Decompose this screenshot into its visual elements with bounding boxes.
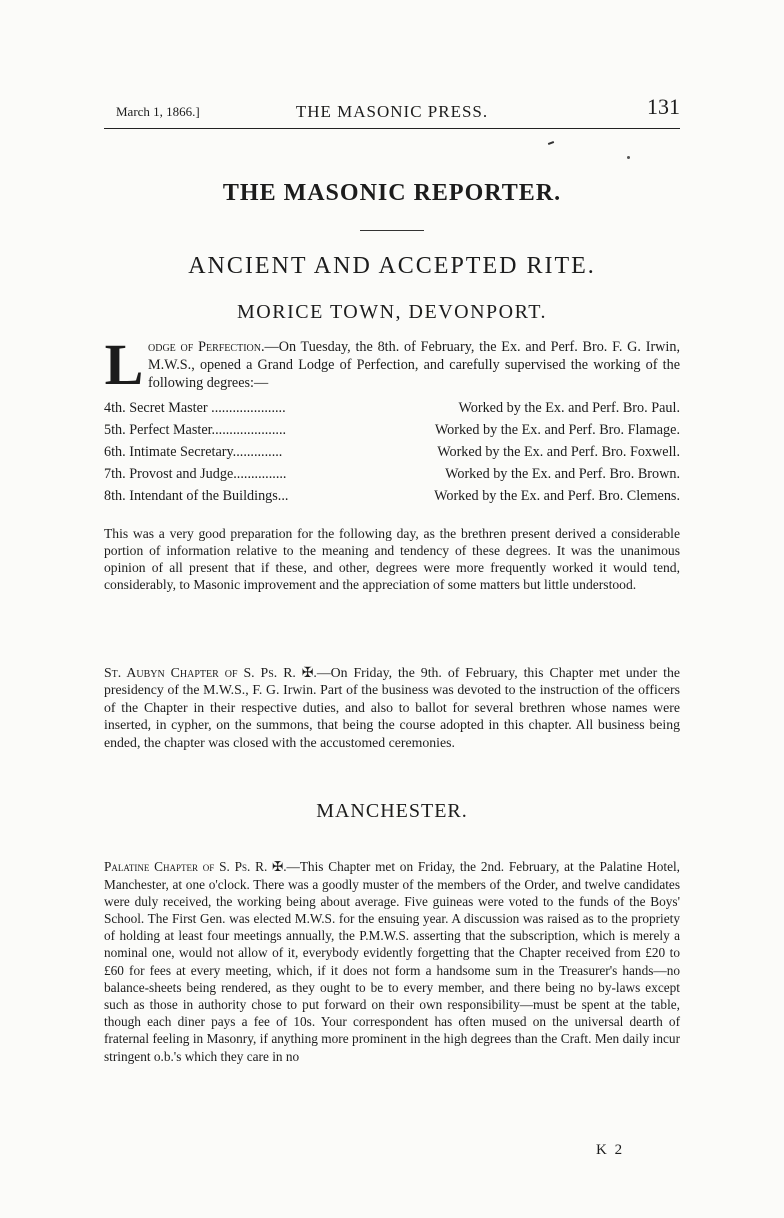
degree-name: 5th. Perfect Master..................... xyxy=(104,422,287,438)
degree-worked: Worked by the Ex. and Perf. Bro. Foxwell. xyxy=(437,444,680,460)
degree-row xyxy=(104,419,680,441)
print-speck xyxy=(548,141,554,145)
issue-date: March 1, 1866.] xyxy=(116,104,200,119)
print-speck xyxy=(627,156,630,159)
rite-title: ANCIENT AND ACCEPTED RITE. xyxy=(188,253,596,279)
header-rule xyxy=(104,128,680,129)
degree-row xyxy=(104,463,680,485)
degree-row xyxy=(104,485,680,507)
section-title: THE MASONIC REPORTER. xyxy=(222,180,562,206)
degree-name: 8th. Intendant of the Buildings... xyxy=(104,488,289,504)
palatine-lead: Palatine Chapter of S. Ps. R. ✠. xyxy=(104,859,287,875)
aubyn-text: —On Friday, the 9th. of February, this Chapter met under the presidency of the M.W.S., F. G. Irwin. Part of the business was devoted to the instruction of the officers of the Chapter in their respective duties, and also to ballot for several brethren whose names were inserted, in cypher, on the summons, that being the course adopted in this chapter. All business being ended, the chapter was closed with the accustomed ceremonies. xyxy=(104,664,680,750)
degree-row xyxy=(104,441,680,463)
degree-name: 7th. Provost and Judge............... xyxy=(104,466,287,482)
lodge-intro xyxy=(104,332,680,397)
degree-worked: Worked by the Ex. and Perf. Bro. Paul. xyxy=(458,400,680,416)
signature-mark: K 2 xyxy=(596,1142,625,1158)
lodge-lead: odge of Perfection. xyxy=(148,339,265,355)
palatine-text: —This Chapter met on Friday, the 2nd. February, at the Palatine Hotel, Manchester, at one o'clock. There was a goodly muster of the members of the Order, and twelve candidates were duly received, the working being about average. Five guineas were voted to the funds of the Boys' School. The First Gen. was elected M.W.S. for the ensuing year. A discussion was raised as to the propriety of holding at least four meetings annually, the P.M.W.S. asserting that the subscription, which is merely a nominal one, would not allow of it, everybody evidently forgetting that the Chapter received from £20 to £60 for fees at every meeting, which, if it does not form a handsome sum in the Treasurer's hands—no balance-sheets being rendered, as they ought to be to every member, and there being no by-laws except such as those in authority chose to put forward on their own responsibility—must be spent at the table, though each diner pays a fee of 10s. Your correspondent has often mused on the universal dearth of fraternal feeling in Masonry, if anything more prominent in the high degrees than the Craft. Men daily incur stringent o.b.'s which they care in no xyxy=(104,859,680,1064)
degree-name: 4th. Secret Master ..................... xyxy=(104,400,286,416)
running-head xyxy=(104,94,680,124)
degree-list xyxy=(104,397,680,507)
degree-worked: Worked by the Ex. and Perf. Bro. Clemens. xyxy=(434,488,680,504)
journal-title: THE MASONIC PRESS. xyxy=(295,102,489,121)
palatine-paragraph xyxy=(104,858,680,1064)
aubyn-paragraph xyxy=(104,664,680,752)
degree-worked: Worked by the Ex. and Perf. Bro. Brown. xyxy=(445,466,680,482)
aubyn-lead: St. Aubyn Chapter of S. Ps. R. ✠. xyxy=(104,664,317,680)
degree-worked: Worked by the Ex. and Perf. Bro. Flamage. xyxy=(434,422,680,438)
lodge-body-paragraph: This was a very good preparation for the following day, as the brethren present derived a considerable portion of information relative to the meaning and tendency of these degrees. It was the unanimous opinion of all present that if these, and other, degrees were more frequently worked it would tend, considerably, to Masonic improvement and the appreciation of some matters but little understood. xyxy=(104,525,680,592)
place-heading-manchester: MANCHESTER. xyxy=(316,800,468,822)
lodge-intro-body: —On Tuesday, the 8th. of February, the Ex. and Perf. Bro. F. G. Irwin, M.W.S., opened a Grand Lodge of Perfection, and carefully supervised the working of the following degrees:— xyxy=(148,339,680,391)
degree-name: 6th. Intimate Secretary.............. xyxy=(104,444,283,460)
lodge-intro-text xyxy=(148,338,680,392)
drop-cap: L xyxy=(104,332,144,397)
degree-row xyxy=(104,397,680,419)
place-heading-devonport: MORICE TOWN, DEVONPORT. xyxy=(237,301,547,323)
title-rule xyxy=(360,230,424,231)
page-number: 131 xyxy=(647,94,680,119)
